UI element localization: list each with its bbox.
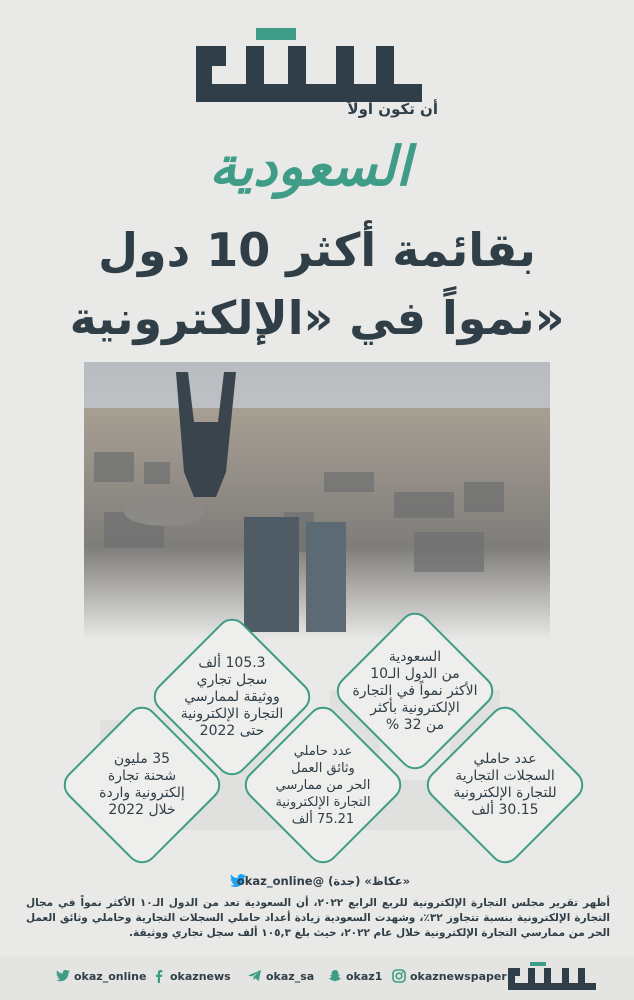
- snapchat-icon: [328, 969, 342, 983]
- stat-text: السعودية من الدول الـ10 الأكثر نمواً في التجارة الإلكترونية بأكثر من 32 %: [352, 648, 478, 733]
- stat-text: عدد حاملي السجلات التجارية للتجارة الإلكترونية 30.15 ألف: [453, 751, 557, 818]
- instagram-handle: okaznewspaper: [410, 969, 507, 983]
- riyadh-city-photo: [84, 362, 550, 640]
- stat-diamond: [57, 700, 227, 870]
- stat-text: 105.3 ألف سجل تجاري ووثيقة لممارسي التجارة الإلكترونية حتى 2022: [180, 654, 284, 739]
- telegram-icon: [248, 969, 262, 983]
- tagline: أن تكون أولاً: [347, 100, 438, 118]
- telegram-handle: okaz_sa: [266, 969, 315, 983]
- footer-twitter[interactable]: [56, 968, 146, 984]
- stat-diamond: [420, 700, 590, 870]
- twitter-icon: [56, 969, 70, 983]
- article-body: أظهر تقرير مجلس التجارة الإلكترونية للربع الرابع ٢٠٢٢، أن السعودية تعد من الدول الـ١٠ الأكثر نمواً في مجال التجارة الإلكترونية بنسبة تتجاوز ٣٢٪، وشهدت السعودية زيادة أعداد حاملي السجلات التجارية وحاملي وثائق العمل الحر من ممارسي التجارة الإلكترونية خلال عام ٢٠٢٢، حيث بلغ ١٠٥,٣ ألف سجل تجاري ووثيقة.: [26, 897, 610, 939]
- stat-text: 35 مليون شحنة تجارة إلكترونية واردة خلال 2022: [99, 751, 185, 818]
- footer-instagram[interactable]: [392, 968, 507, 984]
- footer-telegram[interactable]: [248, 968, 314, 984]
- footer-okaz-logo: [508, 962, 604, 992]
- stat-text: عدد حاملي وثائق العمل الحر من ممارسي التجارة الإلكترونية 75.21 ألف: [275, 743, 371, 827]
- facebook-icon: [152, 969, 166, 983]
- instagram-icon: [392, 969, 406, 983]
- snapchat-handle: okaz1: [346, 969, 383, 983]
- stat-diamond: [238, 700, 408, 870]
- twitter-handle: okaz_online: [74, 969, 147, 983]
- source-text: «عكاظ» (جدة) @okaz_online: [236, 874, 410, 888]
- footer-facebook[interactable]: [152, 968, 231, 984]
- okaz-logo: [196, 28, 444, 108]
- headline-line-2: نمواً في «الإلكترونية»: [69, 291, 565, 345]
- headline-line-1: بقائمة أكثر 10 دول: [98, 223, 536, 277]
- headline-country: السعودية: [209, 135, 411, 198]
- facebook-handle: okaznews: [170, 969, 231, 983]
- source-line: [230, 874, 410, 892]
- footer-snapchat[interactable]: [328, 968, 382, 984]
